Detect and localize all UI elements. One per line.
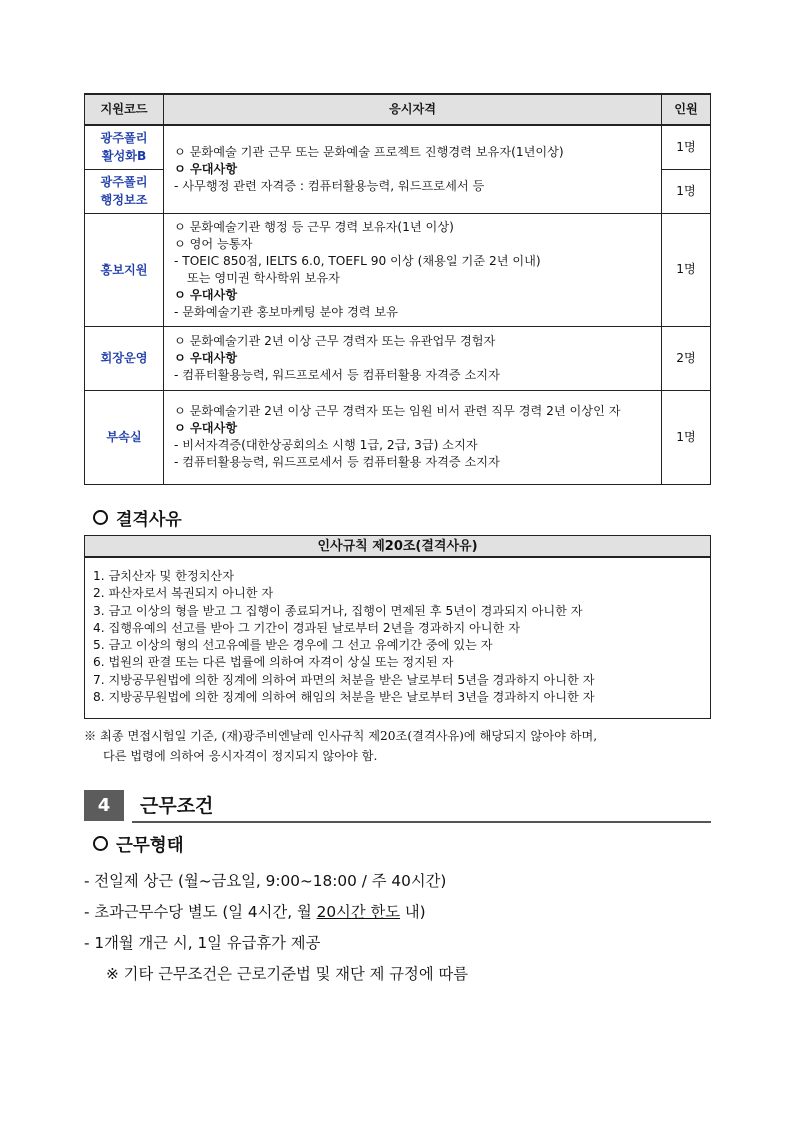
header-count: 인원 <box>662 94 711 125</box>
disqualification-list <box>84 558 711 719</box>
work-conditions-list <box>84 866 468 990</box>
table-row <box>85 125 711 169</box>
count-cell: 1명 <box>662 125 711 169</box>
code-cell: 홍보지원 <box>85 213 164 326</box>
code-cell: 부속실 <box>85 390 164 484</box>
list-item: 6. 법원의 판결 또는 다른 법률에 의하여 자격이 상실 또는 정지된 자 <box>93 655 454 670</box>
list-item: ※ 기타 근무조건은 근로기준법 및 재단 제 규정에 따름 <box>106 965 469 983</box>
count-cell: 1명 <box>662 390 711 484</box>
disqualification-heading: 결격사유 <box>93 505 182 530</box>
count-cell: 1명 <box>662 213 711 326</box>
section-number-badge: 4 <box>84 790 124 821</box>
list-item: 5. 금고 이상의 형의 선고유예를 받은 경우에 그 선고 유예기간 중에 있는 자 <box>93 638 493 653</box>
list-item: 4. 집행유예의 선고를 받아 그 기간이 경과된 날로부터 2년을 경과하지 아니한 자 <box>93 620 520 635</box>
code-cell: 광주폴리 활성화B <box>85 125 164 169</box>
circle-bullet-icon <box>93 510 108 525</box>
list-item: 8. 지방공무원법에 의한 징계에 의하여 해임의 처분을 받은 날로부터 3년을 경과하지 아니한 자 <box>93 690 595 705</box>
table-header-row <box>85 94 711 125</box>
table-row <box>85 213 711 326</box>
table-row <box>85 326 711 390</box>
list-item: 3. 금고 이상의 형을 받고 그 집행이 종료되거나, 집행이 면제된 후 5년이 경과되지 아니한 자 <box>93 603 583 618</box>
code-cell: 회장운영 <box>85 326 164 390</box>
list-item: - 전일제 상근 (월~금요일, 9:00~18:00 / 주 40시간) <box>84 872 447 890</box>
work-type-heading: 근무형태 <box>93 832 184 857</box>
section-divider <box>132 821 711 823</box>
list-item: - 1개월 개근 시, 1일 유급휴가 제공 <box>84 934 321 952</box>
qualification-cell: ㅇ 문화예술기관 행정 등 근무 경력 보유자(1년 이상) ㅇ 영어 능통자 - TOEIC 850점, IELTS 6.0, TOEFL 90 이상 (채용일 기준 2년 이내) 또는 영미권 학사학위 보유자 ㅇ 우대사항 - 문화예술기관 홍보마케팅 분야 경력 보유 <box>164 213 662 326</box>
section-title: 근무조건 <box>140 795 214 817</box>
count-cell: 2명 <box>662 326 711 390</box>
header-qualification: 응시자격 <box>164 94 662 125</box>
count-cell: 1명 <box>662 169 711 213</box>
qualification-table <box>84 93 711 485</box>
shared-qualification-cell: ㅇ 문화예술 기관 근무 또는 문화예술 프로젝트 진행경력 보유자(1년이상) ㅇ 우대사항 - 사무행정 관련 자격증 : 컴퓨터활용능력, 워드프로세서 등 <box>164 125 662 213</box>
code-cell: 광주폴리 행정보조 <box>85 169 164 213</box>
disqualification-box-title: 인사규칙 제20조(결격사유) <box>84 535 711 558</box>
circle-bullet-icon <box>93 836 108 851</box>
list-item: 1. 금치산자 및 한정치산자 <box>93 569 234 583</box>
list-item: 2. 파산자로서 복권되지 아니한 자 <box>93 586 274 601</box>
disqualification-note: ※ 최종 면접시험일 기준, (재)광주비엔날레 인사규칙 제20조(결격사유)에 해당되지 않아야 하며, 다른 법령에 의하여 응시자격이 정지되지 않아야 함. <box>84 729 598 763</box>
header-code: 지원코드 <box>85 94 164 125</box>
table-row <box>85 390 711 484</box>
list-item: - 초과근무수당 별도 (일 4시간, 월 20시간 한도 내) <box>84 903 426 921</box>
list-item: 7. 지방공무원법에 의한 징계에 의하여 파면의 처분을 받은 날로부터 5년을 경과하지 아니한 자 <box>93 672 595 687</box>
qualification-cell: ㅇ 문화예술기관 2년 이상 근무 경력자 또는 유관업무 경험자 ㅇ 우대사항 - 컴퓨터활용능력, 워드프로세서 등 컴퓨터활용 자격증 소지자 <box>164 326 662 390</box>
qualification-cell: ㅇ 문화예술기관 2년 이상 근무 경력자 또는 임원 비서 관련 직무 경력 2년 이상인 자 ㅇ 우대사항 - 비서자격증(대한상공회의소 시행 1급, 2급, 3급) 소지자 - 컴퓨터활용능력, 워드프로세서 등 컴퓨터활용 자격증 소지자 <box>164 390 662 484</box>
